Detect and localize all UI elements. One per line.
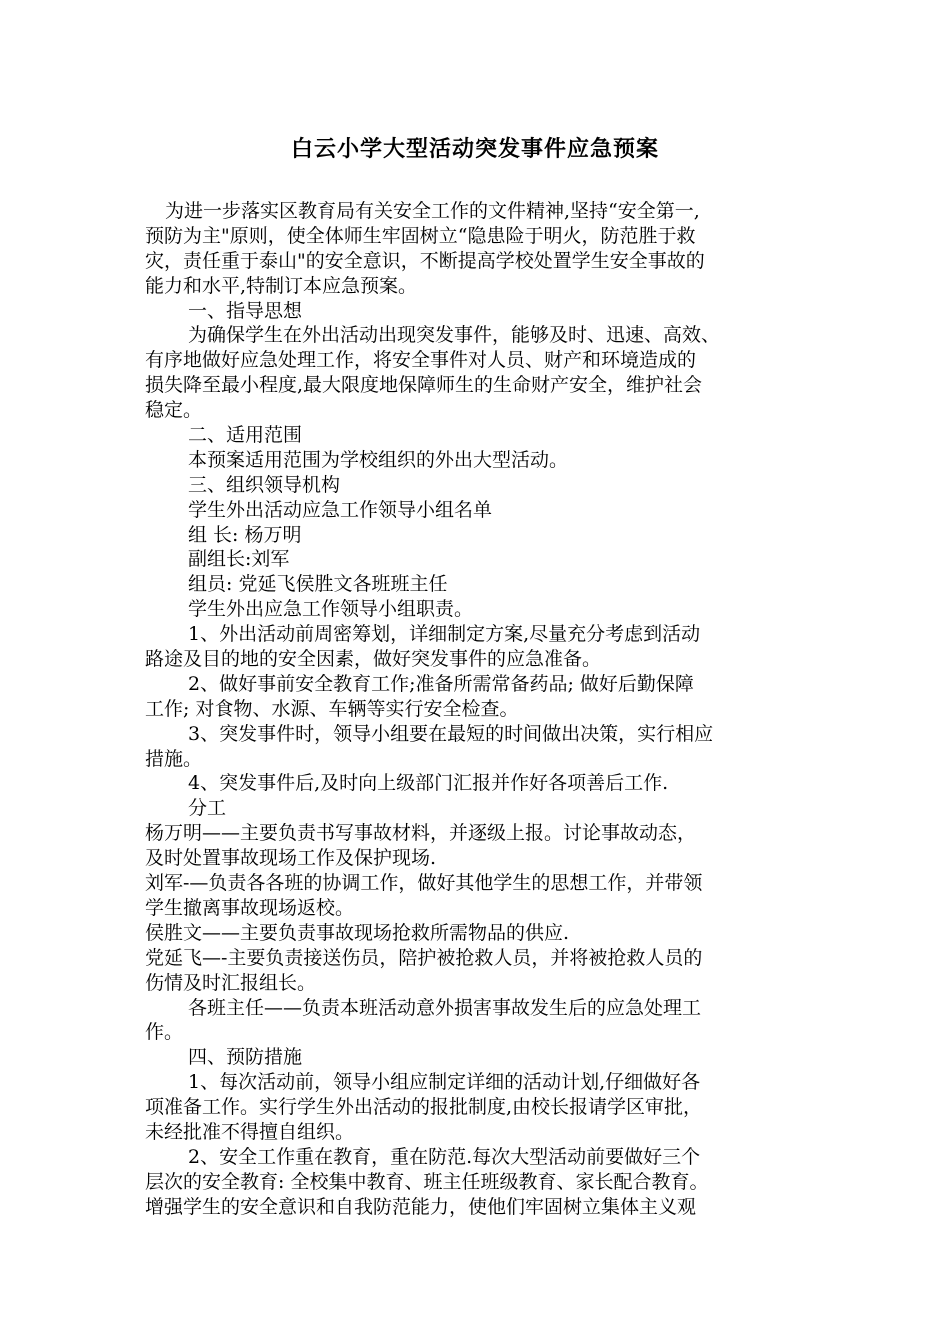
text-line: 预防为主"原则，使全体师生牢固树立“隐患险于明火，防范胜于救 xyxy=(145,224,696,247)
text-line: 学生撤离事故现场返校。 xyxy=(145,896,355,919)
text-line: 能力和水平,特制订本应急预案。 xyxy=(145,274,418,297)
text-line: 1、每次活动前，领导小组应制定详细的活动计划,仔细做好各 xyxy=(188,1071,701,1094)
text-line: 及时处置事故现场工作及保护现场. xyxy=(145,847,437,870)
text-line: 本预案适用范围为学校组织的外出大型活动。 xyxy=(188,448,569,471)
text-line: 杨万明——主要负责书写事故材料，并逐级上报。讨论事故动态， xyxy=(145,822,697,845)
text-line: 层次的安全教育: 全校集中教育、班主任班级教育、家长配合教育。 xyxy=(145,1170,709,1193)
text-line: 伤情及时汇报组长。 xyxy=(145,971,317,994)
text-line: 各班主任——负责本班活动意外损害事故发生后的应急处理工 xyxy=(188,996,702,1019)
text-line: 侯胜文——主要负责事故现场抢救所需物品的供应. xyxy=(145,921,570,944)
text-line: 1、外出活动前周密筹划，详细制定方案,尽量充分考虑到活动 xyxy=(188,623,701,646)
text-line: 为确保学生在外出活动出现突发事件，能够及时、迅速、高效、 xyxy=(188,324,721,347)
text-line: 2、安全工作重在教育，重在防范.每次大型活动前要做好三个 xyxy=(188,1145,701,1168)
text-line: 灾，责任重于泰山"的安全意识，不断提高学校处置学生安全事故的 xyxy=(145,249,705,272)
text-line: 分工 xyxy=(188,797,227,820)
text-line: 损失降至最小程度,最大限度地保障师生的生命财产安全，维护社会 xyxy=(145,374,703,397)
text-line: 四、预防措施 xyxy=(188,1046,303,1069)
text-line: 组 长: 杨万明 xyxy=(188,523,302,546)
text-line: 有序地做好应急处理工作，将安全事件对人员、财产和环境造成的 xyxy=(145,349,697,372)
document-title: 白云小学大型活动突发事件应急预案 xyxy=(290,137,659,162)
text-line: 学生外出应急工作领导小组职责。 xyxy=(188,598,474,621)
text-line: 副组长:刘军 xyxy=(188,548,290,571)
text-line: 3、突发事件时，领导小组要在最短的时间做出决策，实行相应 xyxy=(188,722,714,745)
text-line: 稳定。 xyxy=(145,399,203,422)
text-line: 增强学生的安全意识和自我防范能力，使他们牢固树立集体主义观 xyxy=(145,1195,697,1218)
text-line: 2、做好事前安全教育工作;准备所需常备药品; 做好后勤保障 xyxy=(188,672,694,695)
text-line: 为进一步落实区教育局有关安全工作的文件精神,坚持“安全第一, xyxy=(165,200,700,222)
text-line: 党延飞—-主要负责接送伤员，陪护被抢救人员，并将被抢救人员的 xyxy=(145,946,703,969)
text-line: 4、突发事件后,及时向上级部门汇报并作好各项善后工作. xyxy=(188,772,669,795)
text-line: 二、适用范围 xyxy=(188,424,303,447)
text-line: 一、指导思想 xyxy=(188,299,303,322)
text-line: 组员: 党延飞侯胜文各班班主任 xyxy=(188,573,448,596)
document-body xyxy=(145,199,813,1220)
text-line: 措施。 xyxy=(145,747,203,770)
text-line: 路途及目的地的安全因素，做好突发事件的应急准备。 xyxy=(145,648,602,671)
text-line: 工作; 对食物、水源、车辆等实行安全检查。 xyxy=(145,697,519,720)
text-line: 学生外出活动应急工作领导小组名单 xyxy=(188,498,493,521)
text-line: 未经批准不得擅自组织。 xyxy=(145,1120,355,1143)
text-line: 刘军-—负责各各班的协调工作，做好其他学生的思想工作，并带领 xyxy=(145,872,703,895)
text-line: 作。 xyxy=(145,1021,184,1044)
text-line: 三、组织领导机构 xyxy=(188,473,341,496)
text-line: 项准备工作。实行学生外出活动的报批制度,由校长报请学区审批， xyxy=(145,1096,703,1119)
